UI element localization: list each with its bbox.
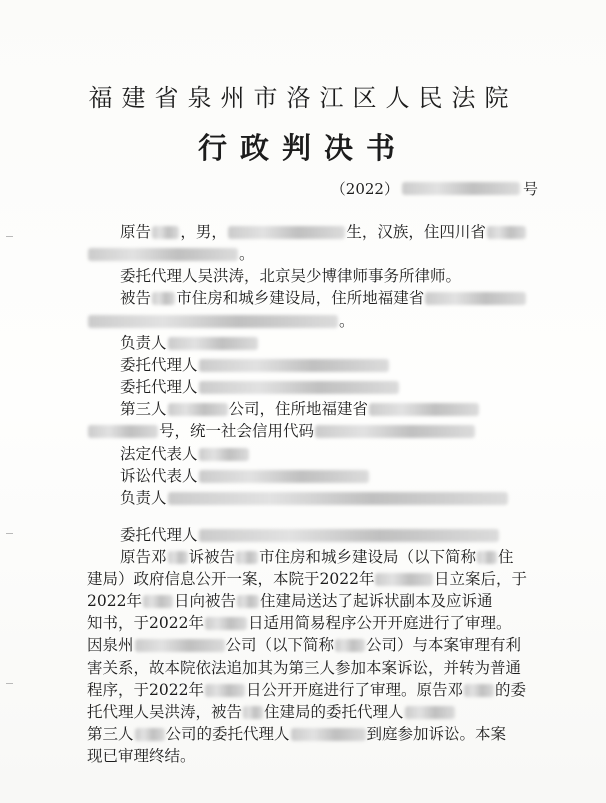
body-text: 原告 [120, 223, 152, 241]
body-text: ，男， [180, 223, 227, 241]
body-line [120, 488, 527, 508]
body-text: 第三人 [120, 400, 167, 418]
body-line [87, 591, 527, 611]
body-text: 。 [239, 245, 255, 263]
body-text: 负责人 [120, 334, 167, 352]
redaction-blur [168, 551, 188, 564]
body-text: 诉被告 [188, 548, 236, 566]
body-text: 住建局送达了起诉状副本及应诉通 [259, 592, 493, 610]
body-line [120, 222, 527, 242]
court-name: 福建省泉州市洛江区人民法院 [88, 84, 518, 112]
body-line [87, 746, 527, 766]
redaction-blur [205, 617, 247, 630]
body-text: 害关系，故本院依法追加其为第三人参加本案诉讼，并转为普通 [87, 659, 522, 677]
redaction-blur [464, 684, 494, 697]
scan-mark [6, 683, 13, 684]
body-line [87, 658, 527, 678]
body-line [87, 680, 527, 700]
body-text: 生，汉族，住四川省 [346, 223, 486, 241]
body-text: 公司，住所地福建省 [228, 400, 369, 418]
body-text: 委托代理人吴洪涛，北京吴少博律师事务所律师。 [120, 267, 462, 285]
body-line [120, 525, 527, 545]
redaction-blur [88, 248, 238, 261]
body-text: 日向被告 [173, 592, 236, 610]
body-line [120, 444, 527, 464]
body-text: 的委 [494, 681, 526, 699]
redaction-blur [152, 226, 179, 239]
body-text: 原告邓 [120, 548, 167, 566]
body-text: 2022年 [87, 592, 142, 610]
body-text: 。 [339, 312, 355, 330]
body-text: 市住房和城乡建设局（以下简称 [259, 548, 477, 566]
body-line [120, 333, 527, 353]
body-text: 日公开开庭进行了审理。原告邓 [245, 681, 463, 699]
redaction-blur [88, 425, 158, 438]
body-text: 第三人 [87, 725, 134, 743]
body-text: 建局）政府信息公开一案，本院于2022年 [87, 570, 375, 588]
body-text: 程序，于2022年 [87, 681, 204, 699]
redaction-blur [152, 292, 175, 305]
case-number [331, 178, 538, 199]
redaction-blur [425, 292, 526, 305]
redaction-blur [315, 425, 475, 438]
body-line [87, 613, 527, 633]
redaction-blur [228, 226, 345, 239]
body-text: 号，统一社会信用代码 [159, 422, 315, 440]
body-text: 市住房和城乡建设局，住所地福建省 [176, 289, 425, 307]
redaction-blur [369, 403, 479, 416]
body-text: 被告 [120, 289, 152, 307]
body-text: 委托代理人 [120, 356, 198, 374]
redaction-blur [199, 359, 389, 372]
redaction-blur [477, 551, 497, 564]
document-title: 行政判决书 [197, 131, 408, 165]
body-text: 委托代理人 [120, 378, 198, 396]
redaction-blur [199, 448, 249, 461]
body-text: 现已审理终结。 [87, 747, 196, 765]
redaction-blur [168, 492, 508, 505]
body-text: 公司（以下简称 [225, 636, 335, 654]
redaction-blur [135, 639, 225, 652]
body-text: 法定代表人 [120, 445, 198, 463]
body-text: 诉讼代表人 [120, 467, 198, 485]
body-line [120, 377, 527, 397]
redaction-blur [88, 315, 338, 328]
case-number-prefix: （2022） [330, 180, 399, 198]
body-text: 委托代理人 [120, 526, 198, 544]
body-line [120, 466, 527, 486]
body-line [87, 702, 527, 722]
body-text: 日适用简易程序公开开庭进行了审理。 [247, 614, 512, 632]
body-text: 负责人 [120, 489, 167, 507]
redaction-blur [199, 381, 399, 394]
redaction-blur [237, 595, 259, 608]
redaction-blur [402, 182, 520, 195]
redaction-blur [205, 684, 245, 697]
body-line [120, 547, 527, 567]
body-line [87, 311, 527, 331]
body-line [87, 724, 527, 744]
redaction-blur [405, 706, 455, 719]
redaction-blur [335, 639, 365, 652]
redaction-blur [135, 728, 165, 741]
redaction-blur [236, 551, 258, 564]
redaction-blur [143, 595, 173, 608]
body-line [120, 355, 527, 375]
body-line [120, 266, 527, 286]
body-line [87, 569, 527, 589]
case-number-suffix: 号 [522, 180, 538, 198]
body-text: 日立案后，于 [433, 570, 527, 588]
scan-mark [6, 533, 13, 534]
scan-mark [6, 236, 13, 237]
redaction-blur [243, 706, 263, 719]
redaction-blur [199, 470, 369, 483]
body-text: 住建局的委托代理人 [264, 703, 404, 721]
body-text: 公司的委托代理人 [165, 725, 290, 743]
body-text: 公司）与本案审理有利 [366, 636, 522, 654]
body-line [120, 288, 527, 308]
body-text: 托代理人吴洪涛，被告 [87, 703, 243, 721]
body-line [120, 399, 527, 419]
redaction-blur [168, 337, 258, 350]
redaction-blur [168, 403, 228, 416]
body-line [87, 635, 527, 655]
redaction-blur [199, 529, 499, 542]
redaction-blur [487, 226, 526, 239]
body-text: 知书，于2022年 [87, 614, 204, 632]
body-line [87, 244, 527, 264]
body-text: 住 [498, 548, 514, 566]
redaction-blur [375, 573, 433, 586]
body-line [87, 421, 527, 441]
body-text: 到庭参加诉讼。本案 [366, 725, 507, 743]
redaction-blur [291, 728, 366, 741]
body-text: 因泉州 [87, 636, 134, 654]
